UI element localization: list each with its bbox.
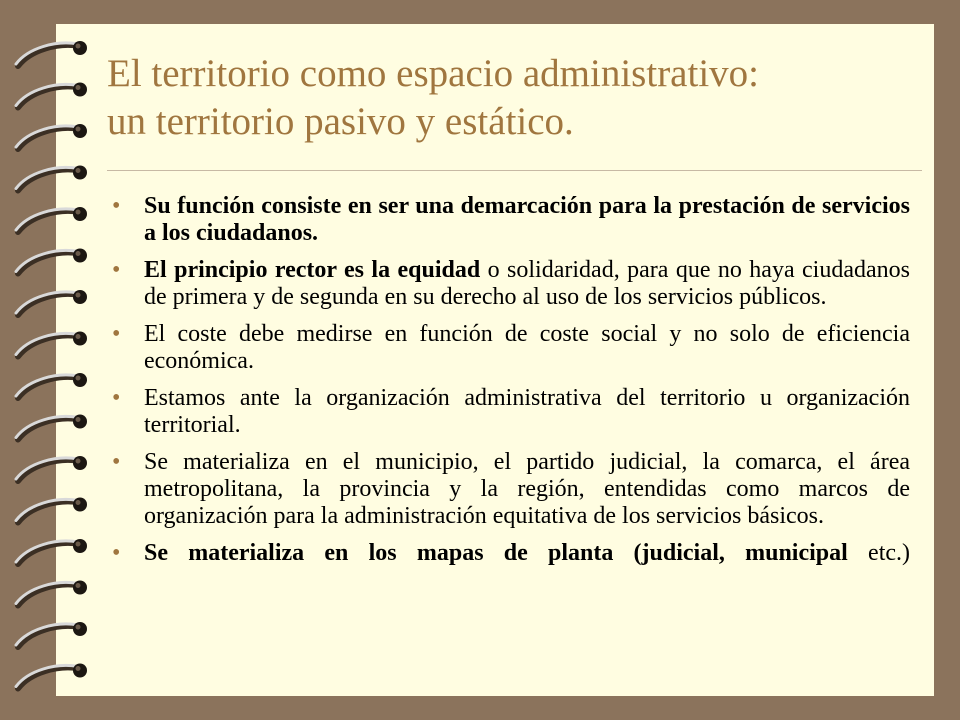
- slide-title: [107, 50, 927, 146]
- bullet-dot-icon: •: [112, 385, 121, 411]
- bullet-dot-icon: •: [112, 321, 121, 347]
- bullet-1-bold: Su función consiste en ser una demarcación para la prestación de servicios a los ciudadanos.: [144, 193, 910, 246]
- binder-ring-icon: [16, 332, 87, 357]
- binder-ring-icon: [16, 415, 87, 440]
- binder-ring-icon: [16, 249, 87, 274]
- bullet-2-text: o solidaridad, para que no haya ciudadanos de primera y de segunda en su derecho al uso de los servicios públicos.: [144, 257, 910, 310]
- binder-ring-icon: [16, 539, 87, 564]
- bullet-list: [112, 193, 910, 577]
- binder-ring-icon: [16, 581, 87, 606]
- bullet-item-5: [112, 449, 910, 530]
- bullet-item-6: [112, 540, 910, 567]
- bullet-4-text: Estamos ante la organización administrativa del territorio u organización territorial.: [144, 385, 910, 438]
- spiral-binding: [0, 0, 110, 720]
- bullet-3-text: El coste debe medirse en función de coste social y no solo de eficiencia económica.: [144, 321, 910, 374]
- bullet-6-text: etc.): [847, 540, 911, 566]
- binder-ring-icon: [16, 166, 87, 191]
- title-divider: [107, 170, 922, 171]
- binder-ring-icon: [16, 207, 87, 232]
- binder-ring-icon: [16, 498, 87, 523]
- binder-ring-icon: [16, 83, 87, 108]
- bullet-item-1: [112, 193, 910, 247]
- title-line-2: un territorio pasivo y estático.: [107, 100, 574, 143]
- binder-ring-icon: [16, 124, 87, 149]
- bullet-2-bold: El principio rector es la equidad: [144, 257, 481, 283]
- bullet-dot-icon: •: [112, 540, 121, 566]
- bullet-dot-icon: •: [112, 193, 121, 219]
- binder-ring-icon: [16, 456, 87, 481]
- binder-ring-icon: [16, 664, 87, 689]
- binder-ring-icon: [16, 41, 87, 66]
- bullet-dot-icon: •: [112, 449, 121, 475]
- bullet-item-4: [112, 385, 910, 439]
- bullet-item-3: [112, 321, 910, 375]
- title-line-1: El territorio como espacio administrativo:: [107, 52, 759, 95]
- bullet-5-text: Se materializa en el municipio, el partido judicial, la comarca, el área metropolitana, la provincia y la región, entendidas como marcos de organización para la administración equitativa de los servicios básicos.: [144, 449, 910, 529]
- binder-ring-icon: [16, 373, 87, 398]
- bullet-6-bold: Se materializa en los mapas de planta (judicial, municipal: [144, 540, 848, 566]
- binder-ring-icon: [16, 290, 87, 315]
- bullet-item-2: [112, 257, 910, 311]
- bullet-dot-icon: •: [112, 257, 121, 283]
- binder-ring-icon: [16, 622, 87, 647]
